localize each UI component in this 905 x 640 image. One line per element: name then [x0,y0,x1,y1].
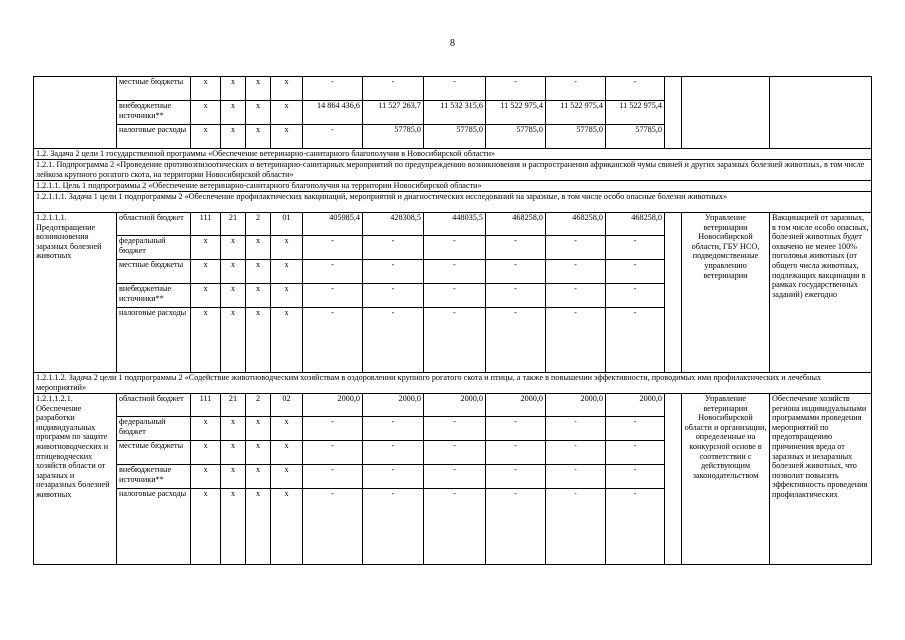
code-cell: x [191,284,221,308]
code-cell: x [246,489,271,565]
code-cell: x [221,465,246,489]
section-row [34,149,872,160]
value-cell: - [303,125,363,149]
table-row [34,77,872,101]
value-cell: - [303,77,363,101]
value-cell: - [606,441,665,465]
value-cell: - [486,236,546,260]
section-heading: 1.2. Задача 2 цели 1 государственной программы «Обеспечение ветеринарно-санитарного благополучия в Новосибирской области» [34,149,872,160]
code-cell: x [191,77,221,101]
value-cell: - [363,284,424,308]
code-cell: 01 [271,213,303,236]
blank-cell [34,77,117,149]
value-cell: - [363,465,424,489]
value-cell: - [546,308,606,373]
value-cell: 2000,0 [546,394,606,417]
value-cell: - [486,465,546,489]
section-heading: 1.2.1. Подпрограмма 2 «Проведение противоэпизоотических и ветеринарно-санитарных мероприятий по предупреждению возникновения и распространения африканской чумы свиней и других заразных болезней животных, в том числе лейкоза крупного рогатого скота, на территории Новосибирской области» [34,160,872,181]
code-cell: x [271,260,303,284]
value-cell: - [303,417,363,441]
code-cell: x [271,417,303,441]
value-cell: 11 527 263,7 [363,101,424,125]
code-cell: x [221,417,246,441]
value-cell: - [546,236,606,260]
section-row [34,192,872,213]
value-cell: - [363,260,424,284]
value-cell: - [546,260,606,284]
value-cell: 11 522 975,4 [606,101,665,125]
funding-source-cell: налоговые расходы [117,125,191,149]
code-cell: x [271,125,303,149]
value-cell: - [303,441,363,465]
code-cell: x [191,125,221,149]
section-row [34,160,872,181]
value-cell: - [303,284,363,308]
value-cell: 448035,5 [424,213,486,236]
value-cell: - [546,77,606,101]
value-cell: - [606,236,665,260]
program-table [33,76,872,565]
value-cell: - [606,284,665,308]
value-cell: - [363,236,424,260]
value-cell: 57785,0 [546,125,606,149]
value-cell: 405985,4 [303,213,363,236]
code-cell: 111 [191,213,221,236]
executor-cell: Управление ветеринарии Новосибирской области, ГБУ НСО, подведомственные управлению ветеринарии [682,213,770,373]
value-cell: 14 864 436,6 [303,101,363,125]
code-cell: x [271,465,303,489]
value-cell: - [606,260,665,284]
code-cell: x [271,284,303,308]
code-cell: x [191,465,221,489]
code-cell: x [191,260,221,284]
funding-source-cell: местные бюджеты [117,260,191,284]
code-cell: x [246,284,271,308]
funding-source-cell: областной бюджет [117,394,191,417]
value-cell: - [424,417,486,441]
funding-source-cell: налоговые расходы [117,489,191,565]
value-cell: - [486,260,546,284]
value-cell: - [606,465,665,489]
code-cell: x [271,101,303,125]
value-cell: - [546,465,606,489]
table-row [34,394,872,417]
code-cell: 21 [221,213,246,236]
code-cell: 111 [191,394,221,417]
code-cell: x [221,441,246,465]
value-cell: - [606,417,665,441]
code-cell: x [221,236,246,260]
code-cell: x [271,489,303,565]
value-cell: - [363,489,424,565]
funding-source-cell: внебюджетные источники** [117,284,191,308]
value-cell: - [424,236,486,260]
code-cell: x [246,77,271,101]
funding-source-cell: местные бюджеты [117,77,191,101]
funding-source-cell: внебюджетные источники** [117,101,191,125]
code-cell: x [271,308,303,373]
code-cell: x [191,308,221,373]
blank-cell [682,77,770,149]
value-cell: - [303,489,363,565]
value-cell: - [486,308,546,373]
code-cell: x [271,441,303,465]
value-cell: - [303,236,363,260]
value-cell: - [363,417,424,441]
value-cell: - [546,441,606,465]
value-cell: - [546,489,606,565]
code-cell: x [246,236,271,260]
code-cell: x [221,77,246,101]
value-cell: - [606,308,665,373]
code-cell: x [221,489,246,565]
section-heading: 1.2.1.1.1. Задача 1 цели 1 подпрограммы 2 «Обеспечение профилактических вакцинаций, мероприятий и диагностических исследований на заразные, в том числе особо опасные болезни животных» [34,192,872,213]
value-cell: - [546,417,606,441]
value-cell: - [486,77,546,101]
funding-source-cell: налоговые расходы [117,308,191,373]
value-cell: 11 522 975,4 [486,101,546,125]
section-heading: 1.2.1.1.2. Задача 2 цели 1 подпрограммы 2 «Содействие животноводческим хозяйствам в оздоровлении крупного рогатого скота и птицы, а также в повышении эффективности, проводимых ими профилактических и лечебных мероприятий» [34,373,872,394]
code-cell: x [246,125,271,149]
code-cell: 2 [246,213,271,236]
code-cell: x [246,465,271,489]
funding-source-cell: областной бюджет [117,213,191,236]
section-row [34,373,872,394]
page-number: 8 [450,38,455,49]
value-cell: - [606,489,665,565]
code-cell: x [246,101,271,125]
code-cell: x [271,77,303,101]
code-cell: x [221,101,246,125]
value-cell: - [424,441,486,465]
table-row [34,213,872,236]
result-cell: Обеспечение хозяйств региона индивидуальными программами проведения мероприятий по предотвращению причинения вреда от заразных и незаразных болезней животных, что позволит повысить эффективность проведения профилактических [770,394,872,565]
section-row [34,181,872,192]
value-cell: 2000,0 [606,394,665,417]
code-cell: x [246,441,271,465]
value-cell: 468258,0 [606,213,665,236]
code-cell: x [221,125,246,149]
value-cell: - [486,284,546,308]
value-cell: 2000,0 [486,394,546,417]
value-cell: 428308,5 [363,213,424,236]
value-cell: - [546,284,606,308]
code-cell: x [191,489,221,565]
code-cell: 02 [271,394,303,417]
value-cell: - [424,465,486,489]
value-cell: 468258,0 [486,213,546,236]
code-cell: x [221,284,246,308]
value-cell: - [363,441,424,465]
blank-cell [665,213,682,373]
value-cell: - [303,308,363,373]
code-cell: x [191,101,221,125]
code-cell: x [191,236,221,260]
value-cell: 57785,0 [363,125,424,149]
blank-cell [665,77,682,149]
value-cell: - [486,417,546,441]
table-body [34,77,872,565]
code-cell: x [221,260,246,284]
code-cell: x [271,236,303,260]
code-cell: x [246,260,271,284]
value-cell: - [303,465,363,489]
value-cell: - [486,489,546,565]
funding-source-cell: местные бюджеты [117,441,191,465]
value-cell: - [363,308,424,373]
value-cell: 57785,0 [424,125,486,149]
event-name-cell: 1.2.1.1.2.1. Обеспечение разработки индивидуальных программ по защите животноводческих и птицеводческих хозяйств области от заразных и незаразных болезней животных [34,394,117,565]
code-cell: x [191,417,221,441]
section-heading: 1.2.1.1. Цель 1 подпрограммы 2 «Обеспечение ветеринарно-санитарного благополучия на территории Новосибирской области» [34,181,872,192]
value-cell: 11 532 315,6 [424,101,486,125]
value-cell: 468258,0 [546,213,606,236]
funding-source-cell: федеральный бюджет [117,236,191,260]
result-cell: Вакцинацией от заразных, в том числе особо опасных, болезней животных будет охвачено не менее 100% поголовья животных (от общего числа животных, подлежащих вакцинации в рамках государственных заданий) ежегодно [770,213,872,373]
code-cell: x [246,308,271,373]
value-cell: 2000,0 [363,394,424,417]
executor-cell: Управление ветеринарии Новосибирской области и организации, определенные на конкурсной основе в соответствии с действующим законодательством [682,394,770,565]
blank-cell [665,394,682,565]
value-cell: 57785,0 [606,125,665,149]
value-cell: - [424,260,486,284]
value-cell: - [363,77,424,101]
value-cell: - [424,308,486,373]
funding-source-cell: внебюджетные источники** [117,465,191,489]
value-cell: - [424,77,486,101]
event-name-cell: 1.2.1.1.1. Предотвращение возникновения заразных болезней животных [34,213,117,373]
value-cell: 2000,0 [303,394,363,417]
code-cell: 2 [246,394,271,417]
code-cell: 21 [221,394,246,417]
value-cell: - [424,284,486,308]
value-cell: - [303,260,363,284]
value-cell: 57785,0 [486,125,546,149]
code-cell: x [191,441,221,465]
funding-source-cell: федеральный бюджет [117,417,191,441]
code-cell: x [246,417,271,441]
code-cell: x [221,308,246,373]
value-cell: - [424,489,486,565]
blank-cell [770,77,872,149]
value-cell: 2000,0 [424,394,486,417]
value-cell: - [606,77,665,101]
value-cell: - [486,441,546,465]
value-cell: 11 522 975,4 [546,101,606,125]
